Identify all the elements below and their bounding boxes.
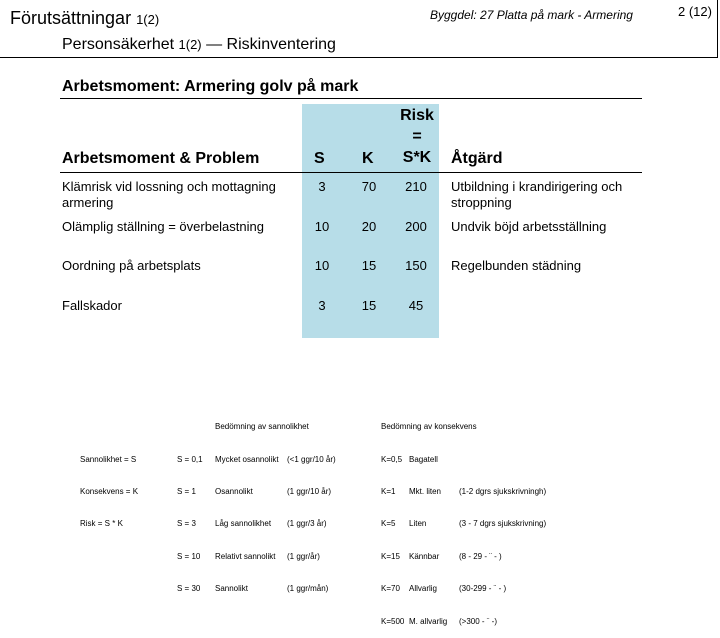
consequence-k: K=15	[381, 551, 400, 561]
row1-s: 3	[318, 179, 326, 194]
row4-s: 3	[318, 298, 326, 313]
consequence-label: M. allvarlig	[409, 616, 448, 626]
s-value: S = 10	[177, 551, 201, 561]
row3-s: 10	[314, 258, 330, 273]
page-number: 2 (12)	[678, 4, 712, 19]
likelihood-label: Osannolikt	[215, 486, 253, 496]
legend-consequence-title: Bedömning av konsekvens	[381, 422, 477, 431]
likelihood-detail: (1 ggr/3 år)	[287, 519, 327, 529]
consequence-detail: (8 - 29 - ¨ - )	[459, 551, 502, 561]
legend-likelihood-labels	[215, 433, 279, 606]
consequence-k: K=0,5	[381, 454, 403, 464]
consequence-label: Kännbar	[409, 551, 440, 561]
row4-k: 15	[361, 298, 377, 313]
s-value: S = 30	[177, 584, 201, 594]
legend-consequence-labels	[409, 433, 447, 638]
legend-consequence-details	[459, 433, 546, 638]
legend-definitions	[80, 433, 138, 541]
legend-def-k: Konsekvens = K	[80, 486, 139, 496]
legend-def-s: Sannolikhet = S	[80, 454, 137, 464]
consequence-label: Mkt. liten	[409, 486, 442, 496]
consequence-k: K=500	[381, 616, 405, 626]
row3-action: Regelbunden städning	[451, 258, 582, 273]
header-risk-line2: =	[412, 128, 422, 145]
legend-def-risk: Risk = S * K	[80, 519, 123, 529]
consequence-k: K=5	[381, 519, 396, 529]
legend-likelihood-title: Bedömning av sannolikhet	[215, 422, 309, 431]
consequence-label: Liten	[409, 519, 427, 529]
consequence-detail: (30-299 - ¨ - )	[459, 584, 507, 594]
page-subtitle: Personsäkerhet 1(2) — Riskinventering	[62, 36, 336, 53]
subtitle-suffix: 1(2)	[178, 37, 202, 52]
row2-action: Undvik böjd arbetsställning	[451, 219, 607, 234]
consequence-detail: (>300 - ¨ -)	[459, 616, 498, 626]
row4-risk: 45	[408, 298, 424, 313]
s-value: S = 0,1	[177, 454, 203, 464]
row1-problem-cont: armering	[62, 195, 114, 210]
header-risk-line3: S*K	[402, 149, 432, 166]
row2-k: 20	[361, 219, 377, 234]
row3-k: 15	[361, 258, 377, 273]
row2-s: 10	[314, 219, 330, 234]
row3-problem: Oordning på arbetsplats	[62, 258, 201, 273]
section-title: Arbetsmoment: Armering golv på mark	[62, 78, 359, 95]
header-action: Åtgärd	[451, 150, 503, 167]
row3-risk: 150	[405, 258, 427, 273]
likelihood-label: Mycket osannolikt	[215, 454, 279, 464]
consequence-label: Bagatell	[409, 454, 438, 464]
row2-problem: Olämplig ställning = överbelastning	[62, 219, 264, 234]
row2-risk: 200	[405, 219, 427, 234]
s-value: S = 1	[177, 486, 196, 496]
consequence-k: K=70	[381, 584, 400, 594]
consequence-k: K=1	[381, 486, 396, 496]
row1-k: 70	[361, 179, 377, 194]
s-value: S = 3	[177, 519, 196, 529]
legend-s-values	[177, 433, 203, 606]
consequence-detail: (1-2 dgrs sjukskrivningh)	[459, 486, 547, 496]
header-risk	[390, 105, 444, 168]
building-part-label: Byggdel: 27 Platta på mark - Armering	[430, 8, 633, 22]
subtitle-rest: — Riskinventering	[206, 36, 336, 53]
header-k: K	[362, 150, 374, 167]
title-suffix: 1(2)	[136, 12, 160, 27]
header-risk-line1: Risk	[400, 107, 434, 124]
likelihood-label: Låg sannolikhet	[215, 519, 272, 529]
legend-consequence-k	[381, 433, 404, 638]
likelihood-label: Relativt sannolikt	[215, 551, 276, 561]
page-title: Förutsättningar 1(2)	[10, 8, 160, 28]
likelihood-detail: (1 ggr/10 år)	[287, 486, 332, 496]
likelihood-detail: (1 ggr/år)	[287, 551, 320, 561]
likelihood-detail: (1 ggr/mån)	[287, 584, 329, 594]
table-header-divider	[60, 172, 642, 173]
row1-problem: Klämrisk vid lossning och mottagning	[62, 179, 276, 194]
row4-problem: Fallskador	[62, 298, 122, 313]
consequence-detail	[459, 455, 546, 466]
consequence-label: Allvarlig	[409, 584, 438, 594]
likelihood-detail: (<1 ggr/10 år)	[287, 454, 336, 464]
row1-risk: 210	[405, 179, 427, 194]
row1-action-cont: stroppning	[451, 195, 512, 210]
legend-likelihood-details	[287, 433, 336, 606]
header-s: S	[314, 150, 325, 167]
row1-action: Utbildning i krandirigering och	[451, 179, 623, 194]
likelihood-label: Sannolikt	[215, 584, 248, 594]
consequence-detail: (3 - 7 dgrs sjukskrivning)	[459, 519, 547, 529]
header-problem: Arbetsmoment & Problem	[62, 150, 260, 167]
section-divider	[60, 98, 642, 99]
